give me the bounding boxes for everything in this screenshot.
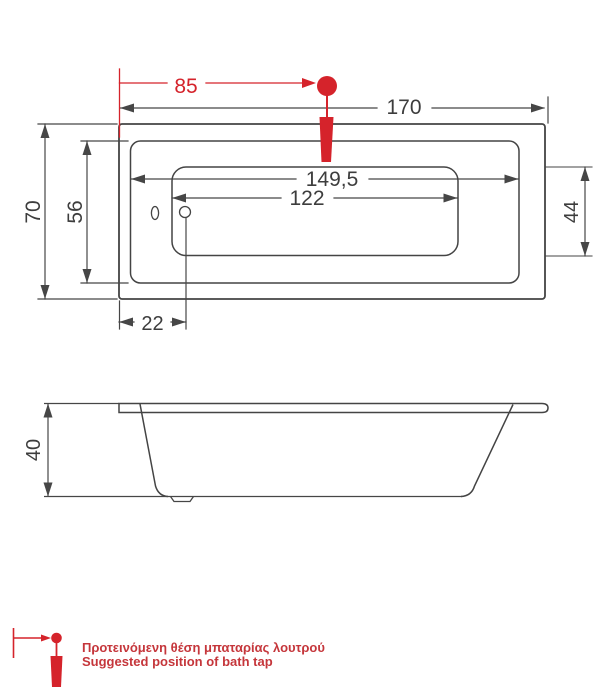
dim-width-label: 70 [22, 200, 45, 224]
dim-inner-width-label: 56 [64, 200, 87, 224]
dim-height [23, 404, 53, 497]
dim-basin-bottom-width-label: 44 [561, 200, 583, 224]
arrow-up-icon [41, 124, 50, 138]
arrow-left-icon [119, 318, 133, 327]
legend-text-english: Suggested position of bath tap [82, 654, 273, 669]
tub-outer-outline [119, 124, 545, 299]
arrow-right-icon [302, 78, 316, 88]
side-view [23, 404, 548, 502]
right-wall-profile [461, 405, 513, 497]
arrow-up-icon [83, 141, 92, 155]
arrow-up-icon [44, 404, 53, 418]
arrow-down-icon [83, 269, 92, 283]
arrow-down-icon [581, 242, 590, 256]
dim-basin-top-length-label: 149,5 [305, 168, 359, 191]
rim-slab-outline [119, 404, 548, 413]
top-view [22, 69, 592, 335]
dim-tap-offset-label: 85 [174, 75, 198, 98]
legend [14, 628, 326, 687]
dim-basin-bottom-length-label: 122 [289, 187, 325, 210]
arrow-right-icon [172, 318, 186, 327]
arrow-up-icon [581, 167, 590, 181]
tap-legend-icon [14, 628, 63, 687]
drain-fitting-profile [171, 497, 194, 502]
legend-text-greek: Προτεινόμενη θέση μπαταρίας λουτρού [82, 640, 325, 655]
dim-basin-bottom-width [561, 167, 590, 256]
arrow-down-icon [41, 285, 50, 299]
arrow-left-icon [120, 104, 134, 113]
dim-length-label: 170 [386, 96, 422, 119]
left-wall-profile [140, 404, 168, 497]
arrow-right-icon [531, 104, 545, 113]
dim-drain-offset-label: 22 [141, 313, 164, 335]
arrow-down-icon [44, 483, 53, 497]
dim-height-label: 40 [23, 438, 45, 462]
dim-length [120, 96, 548, 123]
